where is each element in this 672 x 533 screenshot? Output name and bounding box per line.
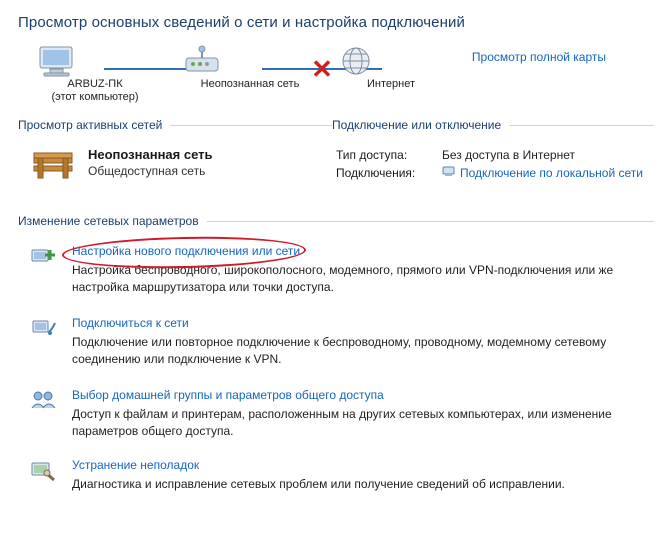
view-full-map-link[interactable]: Просмотр полной карты [471,50,606,64]
connections-value[interactable] [442,164,654,182]
connect-to-network-icon [30,314,60,368]
access-type-label: Тип доступа: [336,148,408,162]
troubleshoot-desc: Диагностика и исправление сетевых проблем или получение сведений об исправлении. [72,477,565,491]
setup-new-connection-desc: Настройка беспроводного, широкополосного, модемного, прямого или VPN-подключения или же настройка маршрутизатора или точки доступа. [72,263,614,294]
globe-icon [336,44,446,78]
map-node-internet[interactable] [336,44,446,91]
homegroup-link[interactable]: Выбор домашней группы и параметров общего доступа [72,388,384,402]
active-network-kind: Общедоступная сеть [88,164,206,178]
connect-to-network-link[interactable]: Подключиться к сети [72,316,189,330]
connections-link-text[interactable]: Подключение по локальной сети [460,166,643,180]
homegroup-icon [30,386,60,440]
lan-icon [442,164,456,182]
header-rule-right [509,125,654,126]
setup-new-connection-link[interactable]: Настройка нового подключения или сети [72,244,301,258]
active-networks-header [18,118,654,132]
troubleshoot-icon [30,456,60,493]
active-networks-header-label: Просмотр активных сетей [18,118,163,132]
setup-new-connection-item[interactable] [30,242,630,296]
computer-icon [36,44,154,78]
header-rule-change [207,221,654,222]
map-node-network-label: Неопознанная сеть [200,78,300,90]
map-node-computer[interactable] [36,44,154,104]
broken-connection-icon: ✕ [311,54,333,84]
troubleshoot-link[interactable]: Устранение неполадок [72,458,200,472]
header-rule-left [170,125,332,126]
map-node-computer-sublabel: (этот компьютер) [51,91,139,103]
network-icon [180,44,320,78]
map-node-computer-label: ARBUZ-ПК [67,78,123,90]
access-type-row [336,146,654,164]
map-node-internet-label: Интернет [367,78,415,90]
change-settings-header [18,214,654,228]
connect-to-network-desc: Подключение или повторное подключение к беспроводному, проводному, модемному сетевому соединению или подключение к VPN. [72,335,607,366]
network-map [0,42,672,114]
active-network-name: Неопознанная сеть [88,147,213,162]
map-node-network[interactable] [180,44,320,91]
page-title: Просмотр основных сведений о сети и настройка подключений [18,14,465,31]
access-type-value: Без доступа в Интернет [442,148,576,162]
connect-disconnect-label: Подключение или отключение [332,118,502,132]
active-network-entry[interactable] [30,146,213,184]
homegroup-item[interactable] [30,386,630,440]
change-settings-header-label: Изменение сетевых параметров [18,214,199,228]
troubleshoot-item[interactable] [30,456,630,493]
new-connection-icon [30,242,60,296]
connect-to-network-item[interactable] [30,314,630,368]
public-network-icon [30,146,76,184]
active-network-properties [336,146,654,182]
homegroup-desc: Доступ к файлам и принтерам, расположенным на других сетевых компьютерах, или изменение параметров общего доступа. [72,407,612,438]
connections-label: Подключения: [336,166,416,180]
connections-row [336,164,654,182]
